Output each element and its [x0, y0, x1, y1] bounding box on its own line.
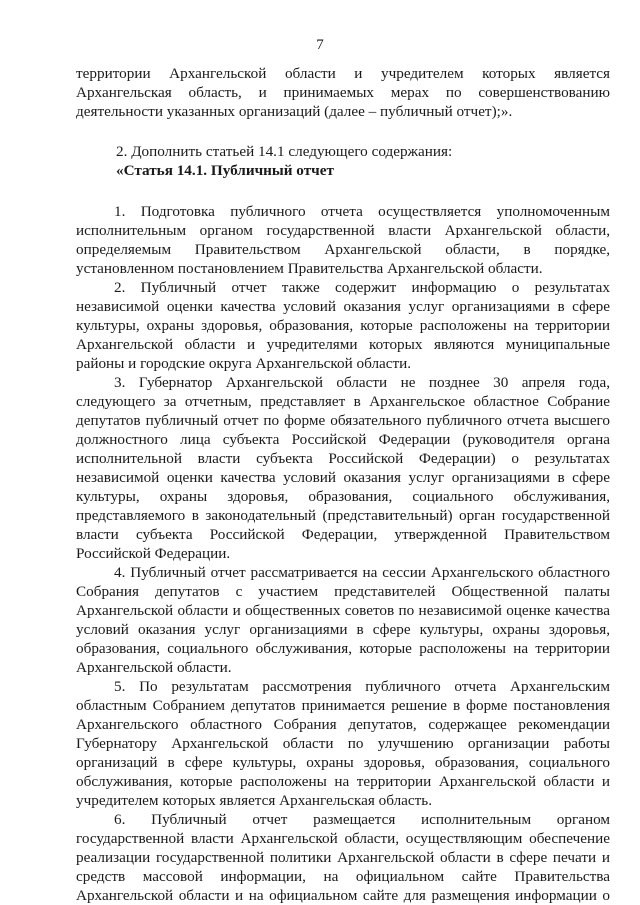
text-line: установленном постановлением Правительства Архангельской области. — [76, 260, 543, 277]
text-line: депутатов публичный отчет по форме обязательного публичного отчета высшего — [76, 412, 610, 429]
text-line: 6. Публичный отчет размещается исполнительным органом — [114, 811, 610, 828]
intro-paragraph — [76, 64, 610, 121]
text-line: представляемого в законодательный (представительный) орган государственной — [76, 507, 610, 524]
text-line: 4. Публичный отчет рассматривается на сессии Архангельского областного — [114, 564, 610, 581]
text-line: государственной власти Архангельской области, осуществляющим обеспечение — [76, 830, 610, 847]
text-line: организаций в сфере культуры, охраны здоровья, образования, социального — [76, 754, 610, 771]
text-line: средств массовой информации, на официальном сайте Правительства — [76, 868, 610, 885]
text-line: независимой оценки качества условий оказания услуг организациями в сфере — [76, 298, 610, 315]
text-line: исполнительным органом государственной власти Архангельской области, — [76, 222, 610, 239]
text-line: Архангельского областного Собрания депутатов, содержащее рекомендации — [76, 716, 610, 733]
text-line: должностного лица субъекта Российской Федерации (руководителя органа — [76, 431, 610, 448]
text-line: исполнительной власти субъекта Российской Федерации) о результатах — [76, 450, 610, 467]
text-line: культуры, охраны здоровья, образования, которые расположены на территории — [76, 317, 610, 334]
text-line: Архангельская область, и принимаемых мерах по совершенствованию — [76, 84, 610, 101]
text-line: 1. Подготовка публичного отчета осуществляется уполномоченным — [114, 203, 610, 220]
article-paragraph-2 — [76, 278, 610, 373]
text-line: Архангельской области. — [76, 659, 232, 676]
article-paragraph-3 — [76, 373, 610, 563]
document-body — [76, 64, 610, 905]
text-line: образования, социального обслуживания, которые расположены на территории — [76, 640, 610, 657]
text-line: 2. Публичный отчет также содержит информацию о результатах — [114, 279, 610, 296]
text-line: Архангельской области и учредителями которых являются муниципальные — [76, 336, 610, 353]
text-line: Собрания депутатов с участием представителей Общественной палаты — [76, 583, 610, 600]
text-line: деятельности указанных организаций (далее – публичный отчет);». — [76, 103, 513, 120]
text-line: территории Архангельской области и учредителем которых является — [76, 65, 610, 82]
article-paragraph-4 — [76, 563, 610, 677]
page-number: 7 — [316, 37, 324, 53]
text-line: Архангельской области и общественных советов по независимой оценке качества — [76, 602, 610, 619]
text-line: Архангельской области и на официальном сайте для размещения информации о — [76, 887, 610, 904]
text-line: областным Собранием депутатов принимается решение в форме постановления — [76, 697, 610, 714]
article-paragraph-5 — [76, 677, 610, 810]
article-body — [76, 202, 610, 905]
text-line: районы и городские округа Архангельской области. — [76, 355, 412, 372]
text-line: Российской Федерации. — [76, 545, 231, 562]
text-line: власти субъекта Российской Федерации, утвержденной Правительством — [76, 526, 610, 543]
text-line: условий оказания услуг организациями в сфере культуры, охраны здоровья, — [76, 621, 610, 638]
text-line: следующего за отчетным, представляет в Архангельское областное Собрание — [76, 393, 610, 410]
text-line: Губернатору Архангельской области по улучшению организации работы — [76, 735, 610, 752]
article-heading: «Статья 14.1. Публичный отчет — [116, 162, 334, 179]
text-line: обслуживания, которые расположены на территории Архангельской области и — [76, 773, 610, 790]
article-paragraph-1 — [76, 202, 610, 278]
text-line: независимой оценки качества условий оказания услуг организациями в сфере — [76, 469, 610, 486]
article-paragraph-6 — [76, 810, 610, 905]
text-line: 5. По результатам рассмотрения публичного отчета Архангельским — [114, 678, 610, 695]
text-line: 3. Губернатор Архангельской области не позднее 30 апреля года, — [114, 374, 610, 391]
text-line: определяемым Правительством Архангельской области, в порядке, — [76, 241, 610, 258]
text-line: реализации государственной политики Архангельской области в сфере печати и — [76, 849, 610, 866]
amendment-line: 2. Дополнить статьей 14.1 следующего содержания: — [116, 143, 453, 160]
text-line: учредителем которых является Архангельская область. — [76, 792, 433, 809]
text-line: культуры, охраны здоровья, образования, социального обслуживания, — [76, 488, 610, 505]
